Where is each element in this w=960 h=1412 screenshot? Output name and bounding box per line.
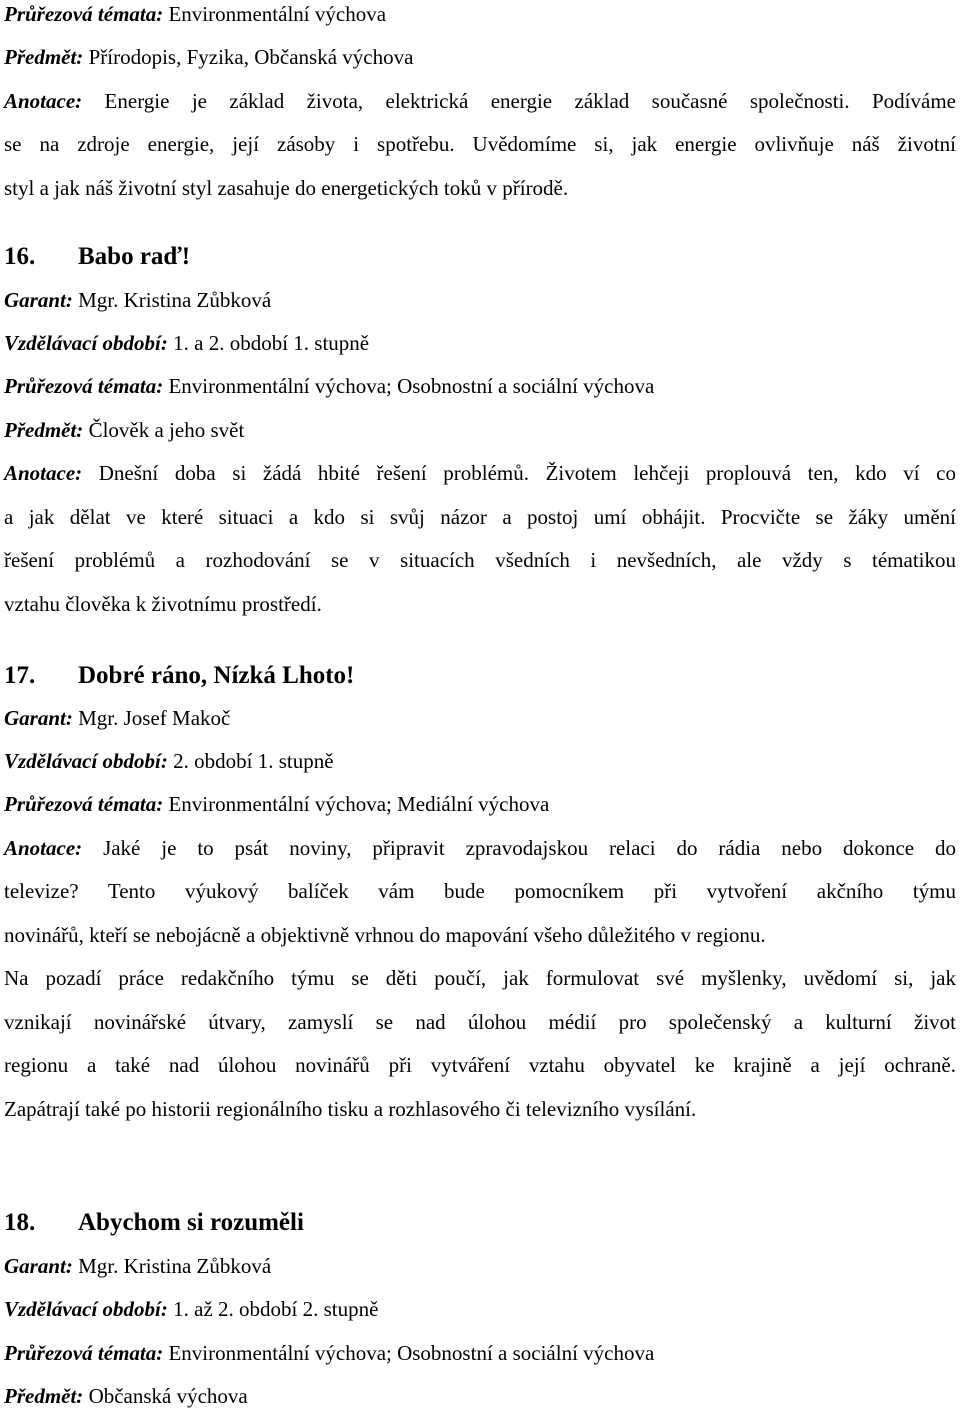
period-label: Vzdělávací období: <box>4 1297 168 1321</box>
cross-topics-value: Environmentální výchova; Mediální výchova <box>168 792 550 816</box>
annotation-label: Anotace: <box>4 89 83 113</box>
s17-cross-topics <box>4 790 549 818</box>
subject-label: Předmět: <box>4 45 84 69</box>
guarantor-label: Garant: <box>4 1254 73 1278</box>
guarantor-value: Mgr. Josef Makoč <box>78 706 231 730</box>
guarantor-value: Mgr. Kristina Zůbková <box>78 1254 272 1278</box>
s16-annotation-line: řešení problémů a rozhodování se v situacích všedních i nevšedních, ale vždy s tématikou <box>4 548 956 572</box>
s18-period <box>4 1295 378 1323</box>
section-title: Dobré ráno, Nízká Lhoto! <box>78 662 355 689</box>
subject-value: Občanská výchova <box>88 1384 248 1408</box>
annotation-label: Anotace: <box>4 461 83 485</box>
subject-value: Člověk a jeho svět <box>88 418 245 442</box>
s17-annotation-line: vznikají novinářské útvary, zamyslí se nad úlohou médií pro společenský a kulturní život <box>4 1010 956 1034</box>
section-title: Abychom si rozuměli <box>78 1209 304 1236</box>
s17-annotation-line: Zapátrají také po historii regionálního tisku a rozhlasového či televizního vysílání. <box>4 1097 697 1121</box>
annotation-label: Anotace: <box>4 836 83 860</box>
cross-topics-value: Environmentální výchova <box>168 2 387 26</box>
guarantor-label: Garant: <box>4 288 73 312</box>
guarantor-value: Mgr. Kristina Zůbková <box>78 288 272 312</box>
s17-annotation-line: Anotace: Jaké je to psát noviny, připravit zpravodajskou relaci do rádia nebo dokonce do <box>4 836 957 860</box>
period-value: 1. a 2. období 1. stupně <box>173 331 370 355</box>
guarantor-label: Garant: <box>4 706 73 730</box>
prev-annotation-line: Anotace: Energie je základ života, elektrická energie základ současné společnosti. Podíváme <box>4 89 956 113</box>
cross-topics-label: Průřezová témata: <box>4 374 164 398</box>
s17-guarantor <box>4 704 230 732</box>
subject-value: Přírodopis, Fyzika, Občanská výchova <box>88 45 414 69</box>
s16-period <box>4 329 369 357</box>
prev-annotation-line: styl a jak náš životní styl zasahuje do energetických toků v přírodě. <box>4 176 569 200</box>
prev-subject <box>4 43 413 71</box>
s16-annotation-line: a jak dělat ve které situaci a kdo si svůj názor a postoj umí obhájit. Procvičte se žáky umění <box>4 505 956 529</box>
cross-topics-value: Environmentální výchova; Osobnostní a sociální výchova <box>168 374 655 398</box>
s16-annotation-line: vztahu člověka k životnímu prostředí. <box>4 592 322 616</box>
period-value: 1. až 2. období 2. stupně <box>173 1297 379 1321</box>
s18-subject <box>4 1382 248 1410</box>
cross-topics-label: Průřezová témata: <box>4 1341 164 1365</box>
period-label: Vzdělávací období: <box>4 331 168 355</box>
cross-topics-label: Průřezová témata: <box>4 792 164 816</box>
section-number: 16. <box>4 243 36 270</box>
period-value: 2. období 1. stupně <box>173 749 334 773</box>
prev-cross-topics <box>4 0 386 28</box>
s16-guarantor <box>4 286 271 314</box>
prev-annotation-line: se na zdroje energie, její zásoby i spotřebu. Uvědomíme si, jak energie ovlivňuje náš životní <box>4 132 956 156</box>
s17-annotation-line: televize? Tento výukový balíček vám bude pomocníkem při vytvoření akčního týmu <box>4 879 956 903</box>
period-label: Vzdělávací období: <box>4 749 168 773</box>
subject-label: Předmět: <box>4 418 84 442</box>
s17-period <box>4 747 334 775</box>
section-title: Babo raď! <box>78 243 191 270</box>
s16-cross-topics <box>4 372 654 400</box>
s17-annotation-line: Na pozadí práce redakčního týmu se děti poučí, jak formulovat své myšlenky, uvědomí si, jak <box>4 966 956 990</box>
s17-annotation-line: novinářů, kteří se nebojácně a objektivně vrhnou do mapování všeho důležitého v regionu. <box>4 923 766 947</box>
s18-cross-topics <box>4 1339 654 1367</box>
cross-topics-value: Environmentální výchova; Osobnostní a sociální výchova <box>168 1341 655 1365</box>
cross-topics-label: Průřezová témata: <box>4 2 164 26</box>
section-16-heading <box>4 241 190 273</box>
s17-annotation-line: regionu a také nad úlohou novinářů při vytváření vztahu obyvatel ke krajině a její ochraně. <box>4 1053 956 1077</box>
s16-subject <box>4 416 244 444</box>
section-17-heading <box>4 660 354 692</box>
subject-label: Předmět: <box>4 1384 84 1408</box>
section-number: 18. <box>4 1209 36 1236</box>
section-18-heading <box>4 1207 304 1239</box>
section-number: 17. <box>4 662 36 689</box>
s16-annotation-line: Anotace: Dnešní doba si žádá hbité řešení problémů. Životem lehčeji proplouvá ten, kdo ví co <box>4 461 957 485</box>
s18-guarantor <box>4 1252 271 1280</box>
